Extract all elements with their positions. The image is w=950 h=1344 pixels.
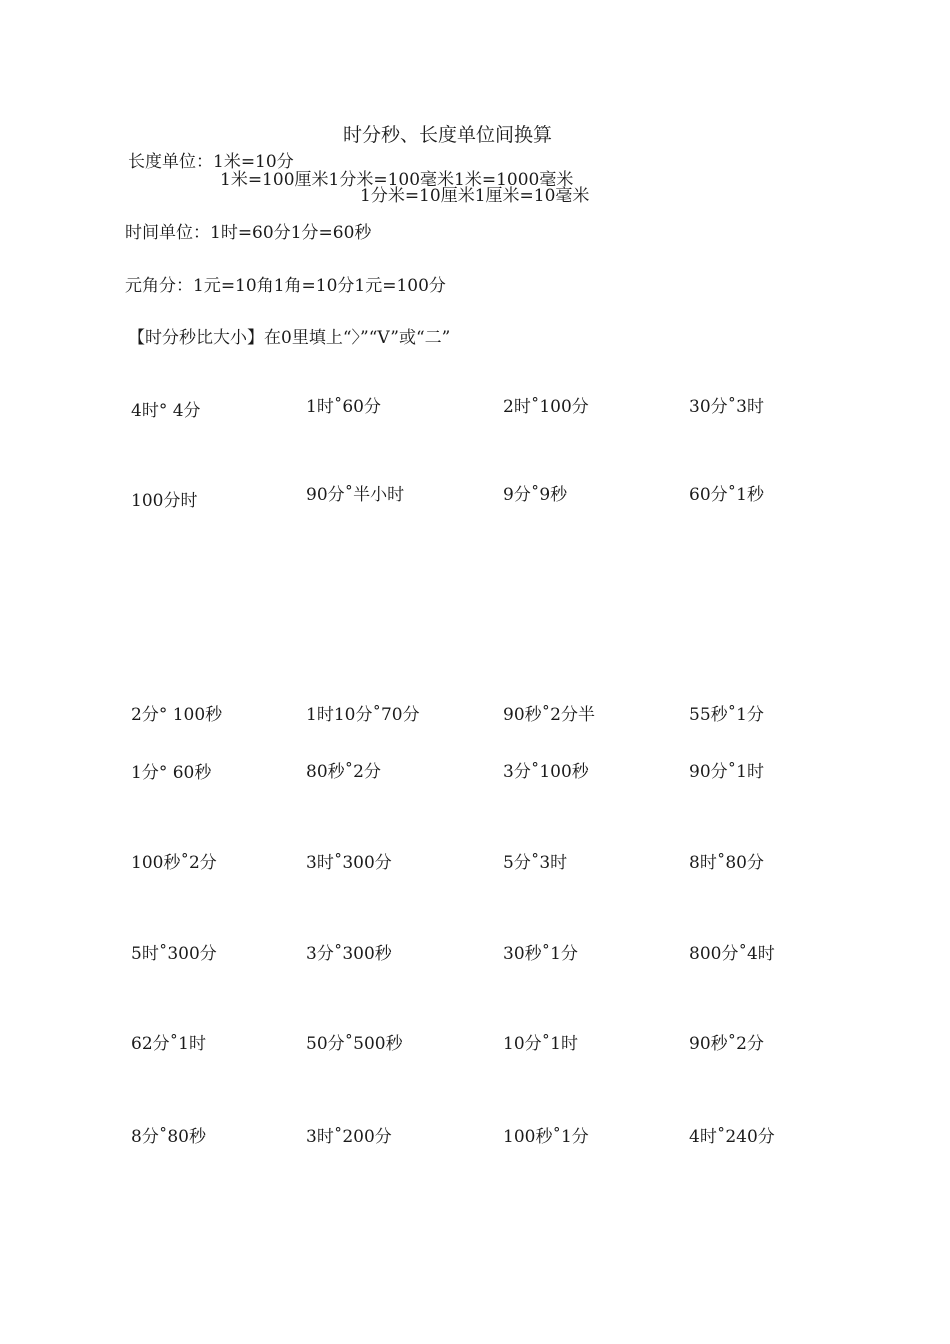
problem-item: 3分˚300秒 xyxy=(306,944,392,964)
problem-item: 80秒˚2分 xyxy=(306,762,381,782)
problem-item: 90分˚半小时 xyxy=(306,485,405,505)
problem-item: 3时˚200分 xyxy=(306,1127,392,1147)
instruction-line: 【时分秒比大小】在0里填上“〉”“V”或“二” xyxy=(128,328,451,348)
problem-item: 100分时 xyxy=(131,491,198,511)
problem-item: 1时˚60分 xyxy=(306,397,381,417)
problem-item: 1时10分˚70分 xyxy=(306,705,420,725)
problem-item: 30分˚3时 xyxy=(689,397,764,417)
problem-item: 5分˚3时 xyxy=(503,853,568,873)
page-title: 时分秒、长度单位间换算 xyxy=(343,124,553,146)
problem-item: 62分˚1时 xyxy=(131,1034,206,1054)
problem-item: 90秒˚2分半 xyxy=(503,705,595,725)
problem-item: 50分˚500秒 xyxy=(306,1034,403,1054)
length-units-line: 1米=100厘米1分米=100毫米1米=1000毫米 xyxy=(220,170,574,190)
problem-item: 4时˚240分 xyxy=(689,1127,775,1147)
length-units-line-cut: 1分米=10厘米1厘米=10毫米 xyxy=(360,186,590,206)
problem-item: 90分˚1时 xyxy=(689,762,764,782)
problem-item: 60分˚1秒 xyxy=(689,485,764,505)
problem-item: 5时˚300分 xyxy=(131,944,217,964)
time-units-line: 时间单位：1时=60分1分=60秒 xyxy=(125,223,372,243)
problem-item: 10分˚1时 xyxy=(503,1034,578,1054)
problem-item: 3时˚300分 xyxy=(306,853,392,873)
problem-item: 100秒˚2分 xyxy=(131,853,217,873)
money-units-line: 元角分：1元=10角1角=10分1元=100分 xyxy=(125,276,446,296)
problem-item: 2时˚100分 xyxy=(503,397,589,417)
problem-item: 8时˚80分 xyxy=(689,853,764,873)
problem-item: 3分˚100秒 xyxy=(503,762,589,782)
problem-item: 8分˚80秒 xyxy=(131,1127,206,1147)
problem-item: 90秒˚2分 xyxy=(689,1034,764,1054)
problem-item: 30秒˚1分 xyxy=(503,944,578,964)
problem-item: 9分˚9秒 xyxy=(503,485,568,505)
problem-item: 55秒˚1分 xyxy=(689,705,764,725)
problem-item: 2分° 100秒 xyxy=(131,705,223,725)
problem-item: 1分° 60秒 xyxy=(131,763,212,783)
length-units-label: 长度单位：1米=10分 xyxy=(128,152,294,172)
problem-item: 4时° 4分 xyxy=(131,401,201,421)
problem-item: 100秒˚1分 xyxy=(503,1127,589,1147)
problem-item: 800分˚4时 xyxy=(689,944,775,964)
